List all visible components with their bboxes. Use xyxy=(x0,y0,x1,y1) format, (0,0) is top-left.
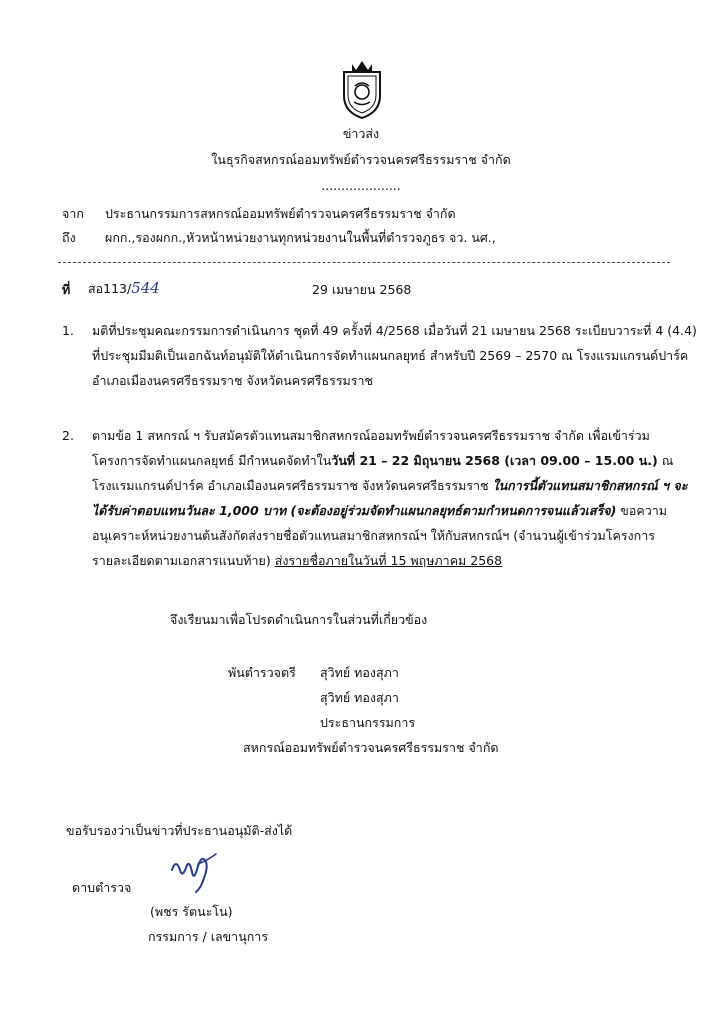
certification-rank: ดาบตำรวจ xyxy=(72,880,132,895)
title-dots: .................... xyxy=(321,178,401,193)
item-1-line: มติที่ประชุมคณะกรรมการดำเนินการ ชุดที่ 49 ครั้งที่ 4/2568 เมื่อวันที่ 21 เมษายน 2568 ระเบียบวาระที่ 4 (4.4) xyxy=(92,323,697,338)
item-2-text: ขอความ xyxy=(616,503,667,518)
ref-label: ที่ xyxy=(62,282,71,297)
from-value: ประธานกรรมการสหกรณ์ออมทรัพย์ตำรวจนครศรีธรรมราช จำกัด xyxy=(105,206,456,221)
signature-rank: พันตำรวจตรี xyxy=(228,665,296,680)
item-2-text: โรงแรมแกรนด์ปาร์ค อำเภอเมืองนครศรีธรรมราช จังหวัดนครศรีธรรมราช xyxy=(92,478,493,493)
certification-statement: ขอรับรองว่าเป็นข่าวที่ประธานอนุมัติ-ส่งได้ xyxy=(66,823,293,838)
item-2-emphasis: ได้รับค่าตอบแทนวันละ 1,000 บาท (จะต้องอยู่ร่วมจัดทำแผนกลยุทธ์ตามกำหนดการจนแล้วเสร็จ) xyxy=(92,503,617,518)
item-2-number: 2. xyxy=(62,428,74,443)
item-2-line: ตามข้อ 1 สหกรณ์ ฯ รับสมัครตัวแทนสมาชิกสหกรณ์ออมทรัพย์ตำรวจนครศรีธรรมราช จำกัด เพื่อเข้าร่วม xyxy=(92,428,650,443)
handwritten-signature xyxy=(168,848,220,894)
certification-position: กรรมการ / เลขานุการ xyxy=(148,929,269,944)
cooperative-emblem-seal xyxy=(338,58,386,120)
signature-organization: สหกรณ์ออมทรัพย์ตำรวจนครศรีธรรมราช จำกัด xyxy=(243,740,499,755)
document-subtitle: ในธุรกิจสหกรณ์ออมทรัพย์ตำรวจนครศรีธรรมราช จำกัด xyxy=(211,152,511,167)
closing-text: จึงเรียนมาเพื่อโปรดดำเนินการในส่วนที่เกี่ยวข้อง xyxy=(170,612,428,627)
signature-name: สุวิทย์ ทองสุภา xyxy=(320,690,399,705)
document-title: ข่าวส่ง xyxy=(342,126,380,141)
from-label: จาก xyxy=(62,206,84,221)
ref-number-handwritten: 544 xyxy=(131,279,160,297)
to-label: ถึง xyxy=(62,230,76,245)
item-1-line: อำเภอเมืองนครศรีธรรมราช จังหวัดนครศรีธรรมราช xyxy=(92,373,374,388)
item-2-emphasis: ในการนี้ตัวแทนสมาชิกสหกรณ์ ฯ จะ xyxy=(492,478,688,493)
item-2-text: โครงการจัดทำแผนกลยุทธ์ มีกำหนดจัดทำใน xyxy=(92,453,332,468)
item-2-line xyxy=(92,503,667,519)
item-2-event-date: วันที่ 21 – 22 มิถุนายน 2568 (เวลา 09.00 – 15.00 น.) xyxy=(331,453,658,468)
header-divider xyxy=(58,262,670,263)
item-2-line xyxy=(92,553,502,569)
ref-number xyxy=(88,280,160,297)
item-1-number: 1. xyxy=(62,323,74,338)
item-1-line: ที่ประชุมมีมติเป็นเอกฉันท์อนุมัติให้ดำเนินการจัดทำแผนกลยุทธ์ สำหรับปี 2569 – 2570 ณ โรงแรมแกรนด์ปาร์ค xyxy=(92,348,689,363)
item-2-line xyxy=(92,478,687,494)
item-2-deadline: ส่งรายชื่อภายในวันที่ 15 พฤษภาคม 2568 xyxy=(274,553,503,568)
item-2-text: ณ xyxy=(657,453,674,468)
certification-name: (พชร รัตนะโน) xyxy=(150,904,233,919)
ref-date: 29 เมษายน 2568 xyxy=(312,282,412,297)
to-value: ผกก.,รองผกก.,หัวหน้าหน่วยงานทุกหน่วยงานในพื้นที่ตำรวจภูธร จว. นศ., xyxy=(105,230,496,245)
item-2-line: อนุเคราะห์หน่วยงานต้นสังกัดส่งรายชื่อตัวแทนสมาชิกสหกรณ์ฯ ให้กับสหกรณ์ฯ (จำนวนผู้เข้าร่วมโครงการ xyxy=(92,528,655,543)
signature-signed-name: สุวิทย์ ทองสุภา xyxy=(320,665,399,680)
ref-number-prefix: สอ113/ xyxy=(88,281,132,296)
item-2-text: รายละเอียดตามเอกสารแนบท้าย) xyxy=(92,553,275,568)
signature-position: ประธานกรรมการ xyxy=(320,715,416,730)
item-2-line xyxy=(92,453,673,469)
